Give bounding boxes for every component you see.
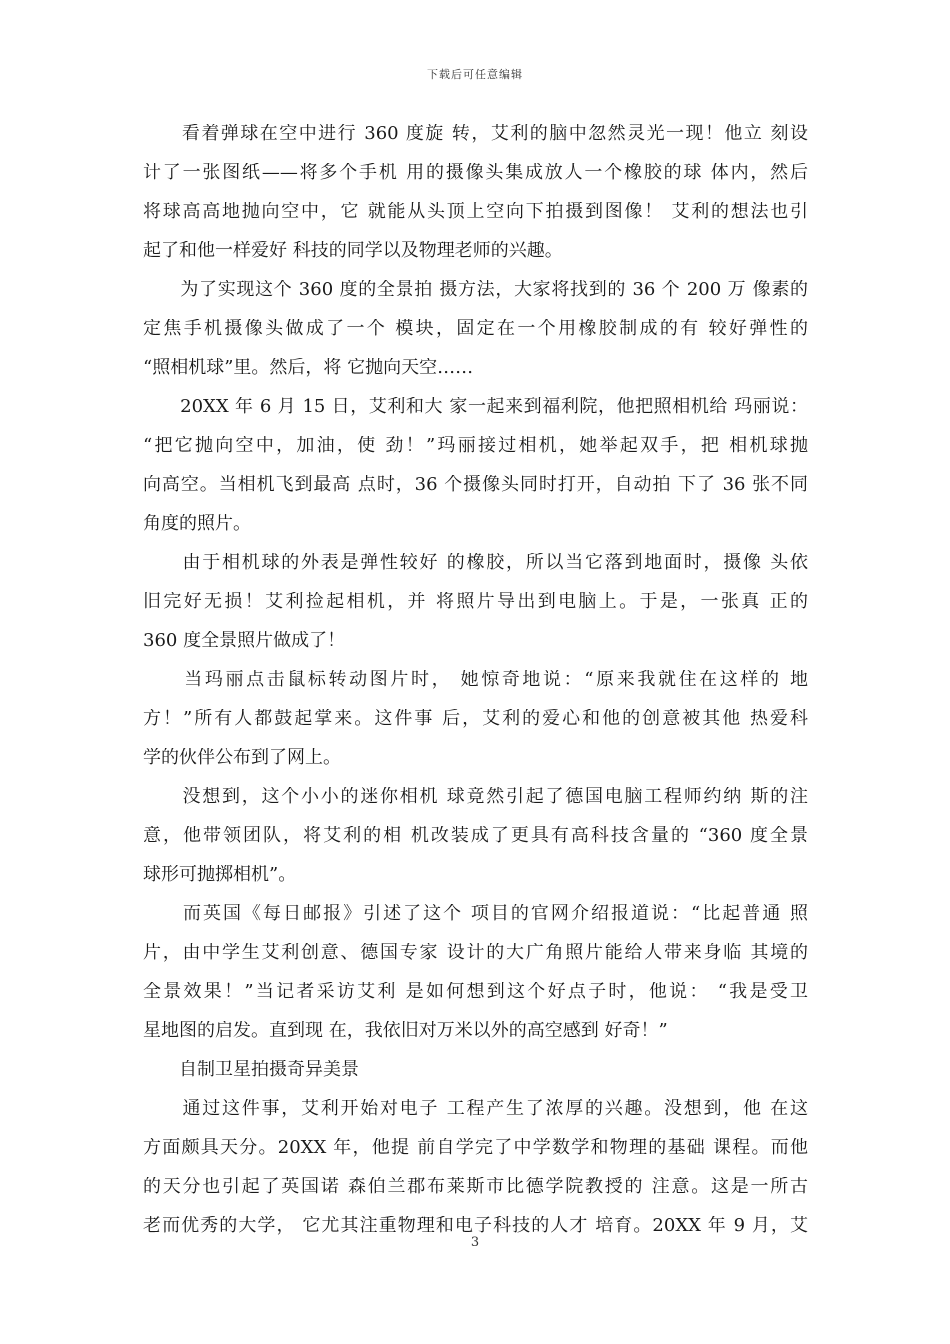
page-number: 3 xyxy=(470,1235,480,1250)
text-line: 没想到，这个小小的迷你相机 球竟然引起了德国电脑工程师约纳 斯的注 xyxy=(143,787,808,807)
text-line: 向高空。当相机飞到最高 点时，36 个摄像头同时打开，自动拍 下了 36 张不同 xyxy=(143,475,808,495)
text-line: 学的伙伴公布到了网上。 xyxy=(143,748,341,768)
text-line: 方！”所有人都鼓起掌来。这件事 后，艾利的爱心和他的创意被其他 热爱科 xyxy=(143,709,808,729)
text-line: 老而优秀的大学， 它尤其注重物理和电子科技的人才 培育。20XX 年 9 月，艾 xyxy=(143,1216,808,1236)
text-line: 旧完好无损！艾利捡起相机，并 将照片导出到电脑上。于是，一张真 正的 xyxy=(143,592,808,612)
section-heading: 自制卫星拍摄奇异美景 xyxy=(143,1060,359,1080)
text-line: 将球高高地抛向空中，它 就能从头顶上空向下拍摄到图像！ 艾利的想法也引 xyxy=(143,202,808,222)
text-line: 而英国《每日邮报》引述了这个 项目的官网介绍报道说：“比起普通 照 xyxy=(143,904,808,924)
text-line: “把它抛向空中，加油，使 劲！”玛丽接过相机，她举起双手，把 相机球抛 xyxy=(143,436,808,456)
text-line: 起了和他一样爱好 科技的同学以及物理老师的兴趣。 xyxy=(143,241,563,261)
text-line: 定焦手机摄像头做成了一个 模块，固定在一个用橡胶制成的有 较好弹性的 xyxy=(143,319,808,339)
text-line: 球形可抛掷相机”。 xyxy=(143,865,297,885)
text-line: 360 度全景照片做成了！ xyxy=(143,631,346,651)
document-body xyxy=(143,124,808,1255)
text-line: 为了实现这个 360 度的全景拍 摄方法，大家将找到的 36 个 200 万 像素的 xyxy=(143,280,808,300)
text-line: 由于相机球的外表是弹性较好 的橡胶，所以当它落到地面时，摄像 头依 xyxy=(143,553,808,573)
text-line: 的天分也引起了英国诺 森伯兰郡布莱斯市比德学院教授的 注意。这是一所古 xyxy=(143,1177,808,1197)
text-line: 通过这件事，艾利开始对电子 工程产生了浓厚的兴趣。没想到，他 在这 xyxy=(143,1099,808,1119)
text-line: 方面颇具天分。20XX 年，他提 前自学完了中学数学和物理的基础 课程。而他 xyxy=(143,1138,808,1158)
text-line: 计了一张图纸——将多个手机 用的摄像头集成放人一个橡胶的球 体内，然后 xyxy=(143,163,808,183)
text-line: 全景效果！”当记者采访艾利 是如何想到这个好点子时，他说： “我是受卫 xyxy=(143,982,808,1002)
page-header: 下载后可任意编辑 xyxy=(427,68,523,81)
text-line: “照相机球”里。然后，将 它抛向天空…… xyxy=(143,358,474,378)
text-line: 星地图的启发。直到现 在，我依旧对万米以外的高空感到 好奇！” xyxy=(143,1021,668,1041)
text-line: 看着弹球在空中进行 360 度旋 转，艾利的脑中忽然灵光一现！他立 刻设 xyxy=(143,124,808,144)
text-line: 当玛丽点击鼠标转动图片时， 她惊奇地说：“原来我就住在这样的 地 xyxy=(143,670,808,690)
text-line: 20XX 年 6 月 15 日，艾利和大 家一起来到福利院，他把照相机给 玛丽说： xyxy=(143,397,808,417)
text-line: 片，由中学生艾利创意、德国专家 设计的大广角照片能给人带来身临 其境的 xyxy=(143,943,808,963)
text-line: 角度的照片。 xyxy=(143,514,251,534)
text-line: 意，他带领团队，将艾利的相 机改装成了更具有高科技含量的 “360 度全景 xyxy=(143,826,808,846)
